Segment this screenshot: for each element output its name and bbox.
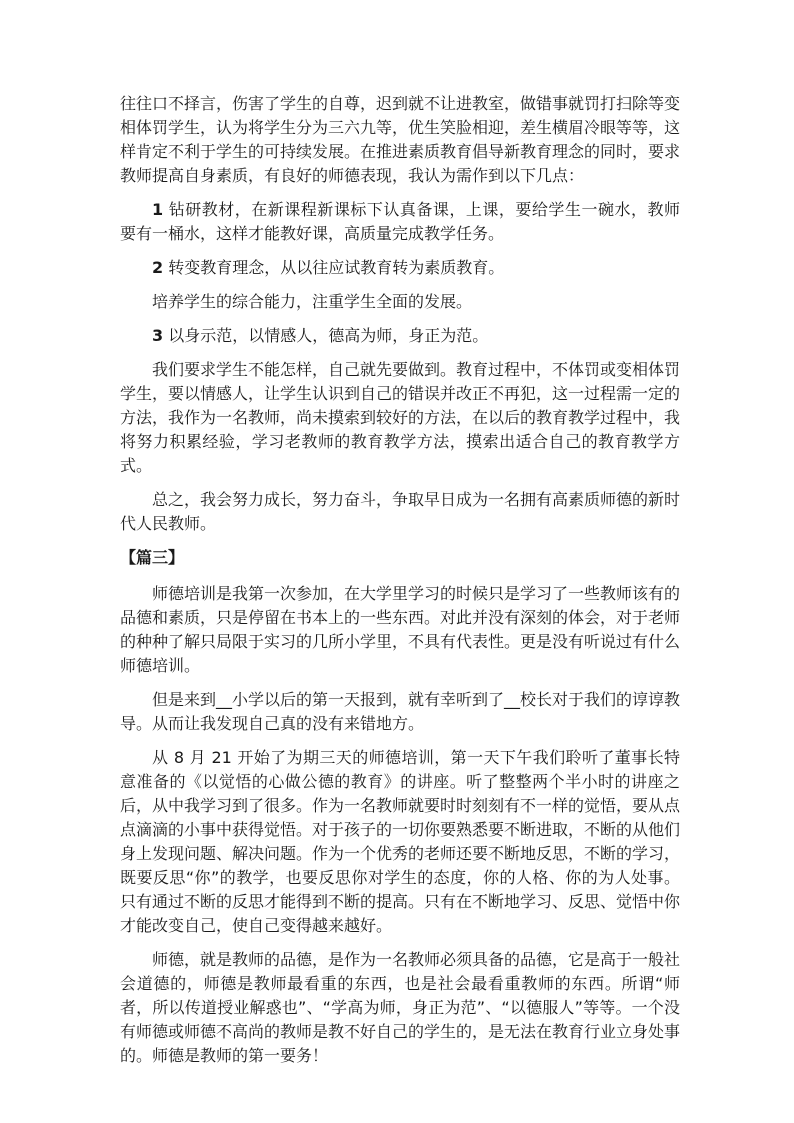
- list-item-2: [120, 256, 680, 280]
- list-number: 3: [152, 326, 164, 345]
- list-number: 2: [152, 258, 164, 277]
- document-page: [120, 92, 680, 1078]
- section3-paragraph-4: 师德，就是教师的品德，是作为一名教师必须具备的品德，它是高于一般社会道德的，师德是教师最看重的东西，也是社会最看重教师的东西。所谓“师者，所以传道授业解惑也”、“学高为师，身正为范”、“以德服人”等等。一个没有师德或师德不高尚的教师是教不好自己的学生的，是无法在教育行业立身处事的。师德是教师的第一要务！: [120, 950, 681, 1065]
- list-item-1: [120, 198, 680, 246]
- paragraph-summary: 总之，我会努力成长，努力奋斗，争取早日成为一名拥有高素质师德的新时代人民教师。: [120, 490, 681, 533]
- list-item-text: 转变教育理念，从以往应试教育转为素质教育。: [163, 258, 505, 277]
- list-item-3: [120, 324, 680, 348]
- list-item-text: 以身示范，以情感人，德高为师，身正为范。: [163, 326, 489, 345]
- section-title: 【篇三】: [120, 548, 185, 567]
- paragraph-require: 我们要求学生不能怎样，自己就先要做到。教育过程中，不体罚或变相体罚学生，要以情感人，让学生认识到自己的错误并改正不再犯，这一过程需一定的方法，我作为一名教师，尚未摸索到较好的方法，在以后的教育教学过程中，我将努力积累经验，学习老教师的教育教学方法，摸索出适合自己的教育教学方式。: [120, 360, 681, 475]
- list-number: 1: [152, 200, 164, 219]
- section3-paragraph-3: 从 8 月 21 开始了为期三天的师德培训，第一天下午我们聆听了董事长特意准备的《以觉悟的心做公德的教育》的讲座。听了整整两个半小时的讲座之后，从中我学习到了很多。作为一名教师就要时时刻刻有不一样的觉悟，要从点点滴滴的小事中获得觉悟。对于孩子的一切你要熟悉要不断进取，不断的从他们身上发现问题、解决问题。作为一个优秀的老师还要不断地反思，不断的学习，既要反思“你”的教学，也要反思你对学生的态度，你的人格、你的为人处事。只有通过不断的反思才能得到不断的提高。只有在不断地学习、反思、觉悟中你才能改变自己，使自己变得越来越好。: [120, 748, 681, 935]
- section3-paragraph-2: 但是来到__小学以后的第一天报到，就有幸听到了__校长对于我们的谆谆教导。从而让我发现自己真的没有来错地方。: [120, 690, 681, 733]
- paragraph-item2-follow: 培养学生的综合能力，注重学生全面的发展。: [152, 292, 473, 311]
- paragraph-intro: 往往口不择言，伤害了学生的自尊，迟到就不让进教室，做错事就罚打扫除等变相体罚学生，认为将学生分为三六九等，优生笑脸相迎，差生横眉冷眼等等，这样肯定不利于学生的可持续发展。在推进素质教育倡导新教育理念的同时，要求教师提高自身素质，有良好的师德表现，我认为需作到以下几点：: [120, 94, 681, 185]
- section3-paragraph-1: 师德培训是我第一次参加，在大学里学习的时候只是学习了一些教师该有的品德和素质，只是停留在书本上的一些东西。对此并没有深刻的体会，对于老师的种种了解只局限于实习的几所小学里，不具有代表性。更是没有听说过有什么师德培训。: [120, 584, 681, 675]
- list-item-text: 钻研教材，在新课程新课标下认真备课，上课，要给学生一碗水，教师要有一桶水，这样才能教好课，高质量完成教学任务。: [120, 200, 680, 243]
